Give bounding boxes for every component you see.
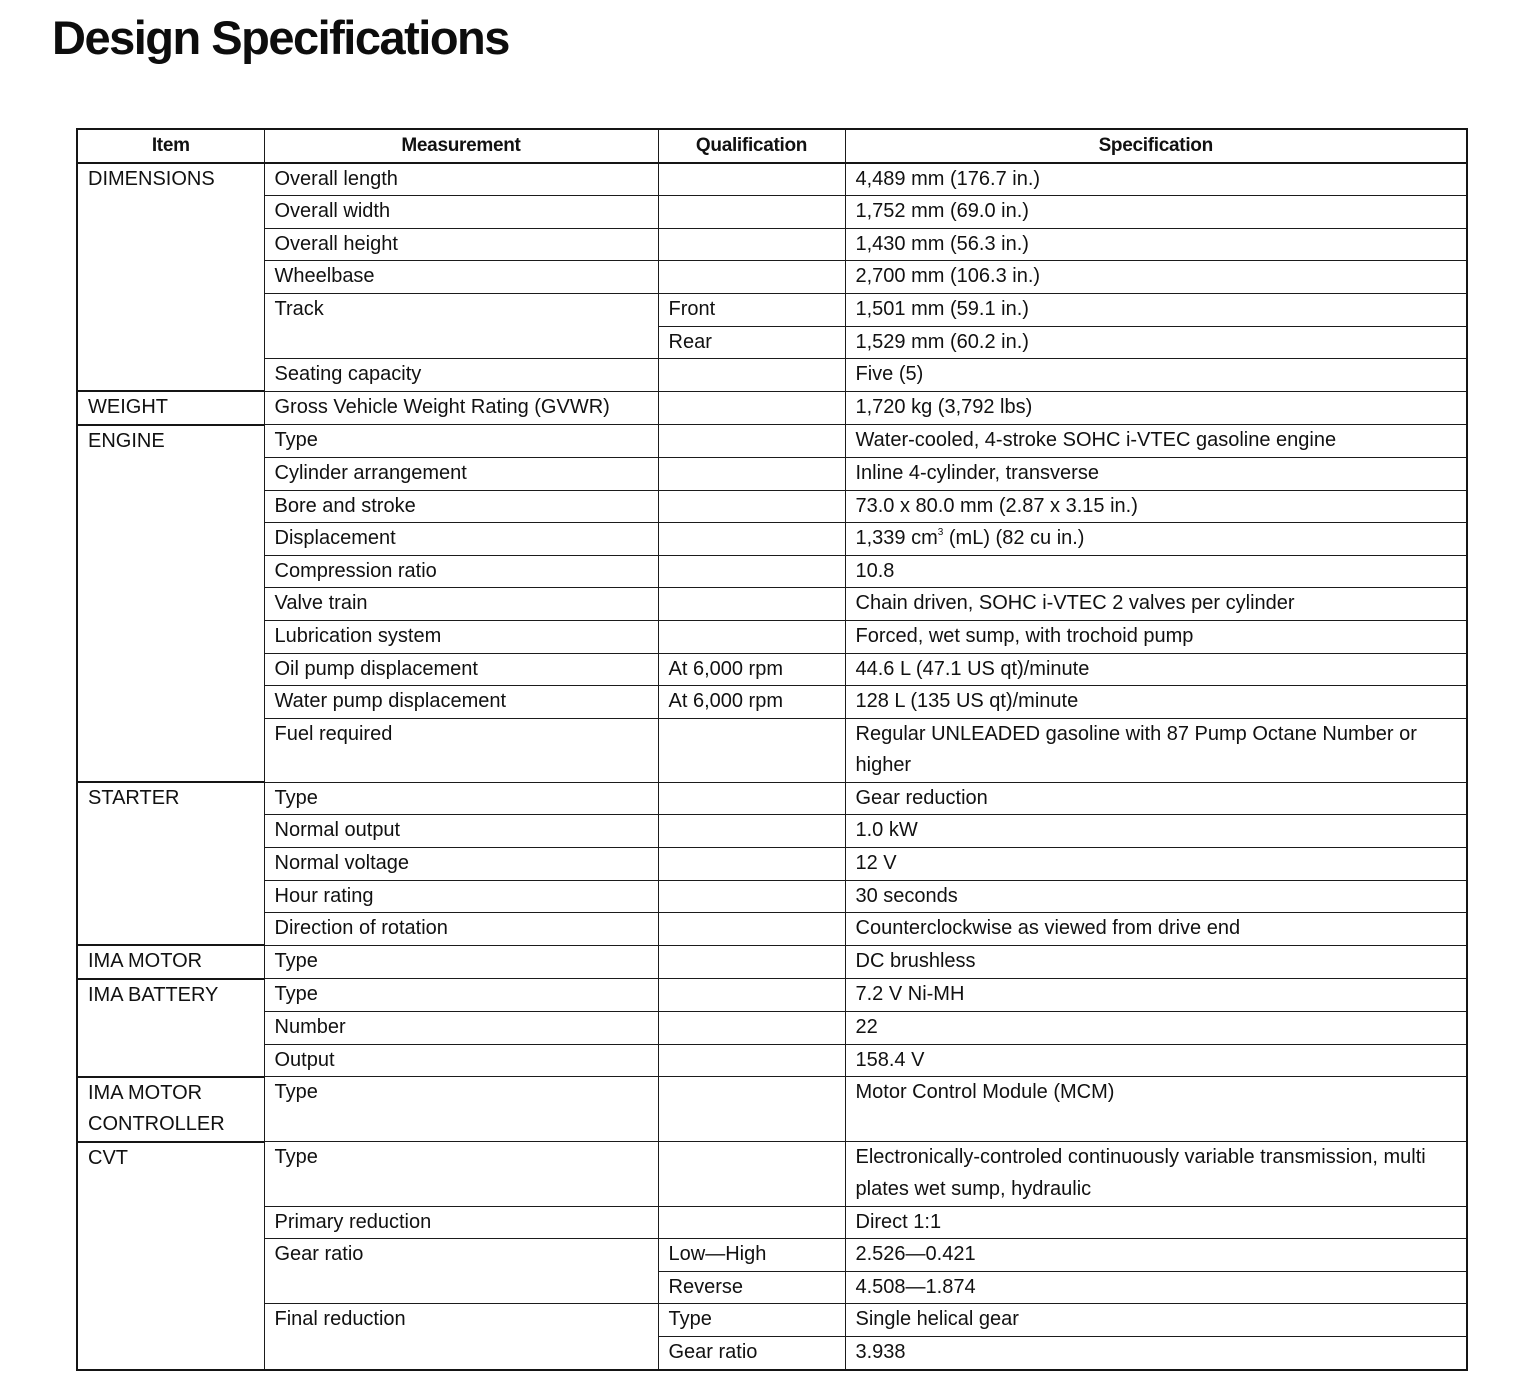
- spec-cell: DC brushless: [845, 945, 1467, 979]
- measurement-cell: Final reduction: [264, 1304, 658, 1370]
- item-ima-motor-controller: IMA MOTOR CONTROLLER: [77, 1077, 264, 1142]
- qualification-cell: [658, 945, 845, 979]
- table-row: [77, 718, 1467, 782]
- qualification-cell: [658, 718, 845, 782]
- spec-cell: Five (5): [845, 359, 1467, 392]
- page-title: Design Specifications: [52, 11, 509, 64]
- qualification-cell: [658, 1142, 845, 1206]
- spec-cell: 1,752 mm (69.0 in.): [845, 196, 1467, 229]
- qualification-cell: Low—High: [658, 1239, 845, 1272]
- measurement-cell: Cylinder arrangement: [264, 457, 658, 490]
- table-row: [77, 228, 1467, 261]
- qualification-cell: [658, 391, 845, 425]
- measurement-cell: Primary reduction: [264, 1206, 658, 1239]
- header-qualification: Qualification: [658, 129, 845, 163]
- measurement-cell: Overall length: [264, 163, 658, 196]
- item-engine: ENGINE: [77, 425, 264, 783]
- header-measurement: Measurement: [264, 129, 658, 163]
- table-row: [77, 359, 1467, 392]
- measurement-cell: Seating capacity: [264, 359, 658, 392]
- table-row: [77, 913, 1467, 946]
- design-specifications-table: [76, 128, 1468, 1371]
- measurement-cell: Type: [264, 979, 658, 1012]
- qualification-cell: [658, 620, 845, 653]
- measurement-cell: Track: [264, 293, 658, 358]
- measurement-cell: Gear ratio: [264, 1239, 658, 1304]
- spec-cell: 2.526—0.421: [845, 1239, 1467, 1272]
- qualification-cell: Front: [658, 293, 845, 326]
- item-weight: WEIGHT: [77, 391, 264, 425]
- spec-cell: 10.8: [845, 555, 1467, 588]
- qualification-cell: [658, 979, 845, 1012]
- measurement-cell: Type: [264, 782, 658, 815]
- spec-cell: 44.6 L (47.1 US qt)/minute: [845, 653, 1467, 686]
- measurement-cell: Normal voltage: [264, 848, 658, 881]
- table-row: [77, 457, 1467, 490]
- table-row: [77, 1239, 1467, 1272]
- spec-text: (mL) (82 cu in.): [943, 527, 1085, 550]
- spec-cell: Inline 4-cylinder, transverse: [845, 457, 1467, 490]
- table-row: [77, 555, 1467, 588]
- spec-cell: 1,529 mm (60.2 in.): [845, 326, 1467, 359]
- table-row: [77, 686, 1467, 719]
- qualification-cell: [658, 1206, 845, 1239]
- table-row: [77, 815, 1467, 848]
- qualification-cell: [658, 1077, 845, 1142]
- measurement-cell: Wheelbase: [264, 261, 658, 294]
- spec-cell: Electronically-controled continuously variable transmission, multi plates wet sump, hydraulic: [845, 1142, 1467, 1206]
- table-row: [77, 163, 1467, 196]
- measurement-cell: Type: [264, 1142, 658, 1206]
- qualification-cell: [658, 228, 845, 261]
- spec-cell: 73.0 x 80.0 mm (2.87 x 3.15 in.): [845, 490, 1467, 523]
- measurement-cell: Output: [264, 1044, 658, 1077]
- qualification-cell: [658, 425, 845, 458]
- superscript-3: 3: [937, 527, 944, 539]
- spec-cell: 2,700 mm (106.3 in.): [845, 261, 1467, 294]
- table-row: [77, 653, 1467, 686]
- spec-cell: 22: [845, 1012, 1467, 1045]
- table-row: [77, 620, 1467, 653]
- item-dimensions: DIMENSIONS: [77, 163, 264, 392]
- table-row: [77, 293, 1467, 326]
- measurement-cell: Hour rating: [264, 880, 658, 913]
- spec-cell: Single helical gear: [845, 1304, 1467, 1337]
- table-row: [77, 1012, 1467, 1045]
- table-row: [77, 490, 1467, 523]
- table-row: [77, 1044, 1467, 1077]
- qualification-cell: [658, 261, 845, 294]
- spec-cell: 1,501 mm (59.1 in.): [845, 293, 1467, 326]
- item-ima-battery: IMA BATTERY: [77, 979, 264, 1077]
- measurement-cell: Type: [264, 945, 658, 979]
- table-row: [77, 391, 1467, 425]
- qualification-cell: [658, 815, 845, 848]
- spec-cell: Motor Control Module (MCM): [845, 1077, 1467, 1142]
- spec-cell: Regular UNLEADED gasoline with 87 Pump Octane Number or higher: [845, 718, 1467, 782]
- qualification-cell: [658, 782, 845, 815]
- measurement-cell: Valve train: [264, 588, 658, 621]
- header-item: Item: [77, 129, 264, 163]
- qualification-cell: Rear: [658, 326, 845, 359]
- item-starter: STARTER: [77, 782, 264, 945]
- spec-cell: Direct 1:1: [845, 1206, 1467, 1239]
- spec-cell: Gear reduction: [845, 782, 1467, 815]
- measurement-cell: Compression ratio: [264, 555, 658, 588]
- item-ima-motor: IMA MOTOR: [77, 945, 264, 979]
- qualification-cell: [658, 1012, 845, 1045]
- qualification-cell: [658, 523, 845, 556]
- table-row: [77, 945, 1467, 979]
- table-row: [77, 880, 1467, 913]
- measurement-cell: Number: [264, 1012, 658, 1045]
- table-header-row: [77, 129, 1467, 163]
- table-row: [77, 1077, 1467, 1142]
- measurement-cell: Water pump displacement: [264, 686, 658, 719]
- spec-cell: 1.0 kW: [845, 815, 1467, 848]
- table-row: [77, 1206, 1467, 1239]
- qualification-cell: At 6,000 rpm: [658, 686, 845, 719]
- spec-cell: 3.938: [845, 1336, 1467, 1369]
- spec-cell: 7.2 V Ni-MH: [845, 979, 1467, 1012]
- measurement-cell: Fuel required: [264, 718, 658, 782]
- qualification-cell: Type: [658, 1304, 845, 1337]
- qualification-cell: [658, 848, 845, 881]
- table-row: [77, 1142, 1467, 1206]
- qualification-cell: At 6,000 rpm: [658, 653, 845, 686]
- qualification-cell: [658, 196, 845, 229]
- measurement-cell: Overall width: [264, 196, 658, 229]
- qualification-cell: [658, 163, 845, 196]
- spec-cell: 1,430 mm (56.3 in.): [845, 228, 1467, 261]
- table-row: [77, 979, 1467, 1012]
- qualification-cell: [658, 457, 845, 490]
- spec-cell: [845, 523, 1467, 556]
- measurement-cell: Bore and stroke: [264, 490, 658, 523]
- qualification-cell: [658, 1044, 845, 1077]
- measurement-cell: Displacement: [264, 523, 658, 556]
- spec-cell: Chain driven, SOHC i-VTEC 2 valves per cylinder: [845, 588, 1467, 621]
- measurement-cell: Normal output: [264, 815, 658, 848]
- item-cvt: CVT: [77, 1142, 264, 1370]
- qualification-cell: [658, 880, 845, 913]
- spec-cell: Forced, wet sump, with trochoid pump: [845, 620, 1467, 653]
- qualification-cell: Gear ratio: [658, 1336, 845, 1369]
- table-row: [77, 782, 1467, 815]
- table-row: [77, 523, 1467, 556]
- spec-text: 1,339 cm: [855, 527, 938, 550]
- header-specification: Specification: [845, 129, 1467, 163]
- table-row: [77, 1304, 1467, 1337]
- table-row: [77, 425, 1467, 458]
- spec-cell: Water-cooled, 4-stroke SOHC i-VTEC gasoline engine: [845, 425, 1467, 458]
- measurement-cell: Gross Vehicle Weight Rating (GVWR): [264, 391, 658, 425]
- measurement-cell: Overall height: [264, 228, 658, 261]
- spec-cell: 158.4 V: [845, 1044, 1467, 1077]
- table-row: [77, 848, 1467, 881]
- qualification-cell: [658, 913, 845, 946]
- qualification-cell: [658, 555, 845, 588]
- qualification-cell: [658, 490, 845, 523]
- spec-cell: Counterclockwise as viewed from drive end: [845, 913, 1467, 946]
- spec-cell: 128 L (135 US qt)/minute: [845, 686, 1467, 719]
- measurement-cell: Oil pump displacement: [264, 653, 658, 686]
- qualification-cell: Reverse: [658, 1271, 845, 1304]
- table-row: [77, 261, 1467, 294]
- spec-cell: 4,489 mm (176.7 in.): [845, 163, 1467, 196]
- table-row: [77, 588, 1467, 621]
- spec-cell: 12 V: [845, 848, 1467, 881]
- measurement-cell: Type: [264, 425, 658, 458]
- qualification-cell: [658, 588, 845, 621]
- measurement-cell: Lubrication system: [264, 620, 658, 653]
- measurement-cell: Direction of rotation: [264, 913, 658, 946]
- spec-cell: 30 seconds: [845, 880, 1467, 913]
- measurement-cell: Type: [264, 1077, 658, 1142]
- qualification-cell: [658, 359, 845, 392]
- spec-cell: 4.508—1.874: [845, 1271, 1467, 1304]
- table-row: [77, 196, 1467, 229]
- spec-cell: 1,720 kg (3,792 lbs): [845, 391, 1467, 425]
